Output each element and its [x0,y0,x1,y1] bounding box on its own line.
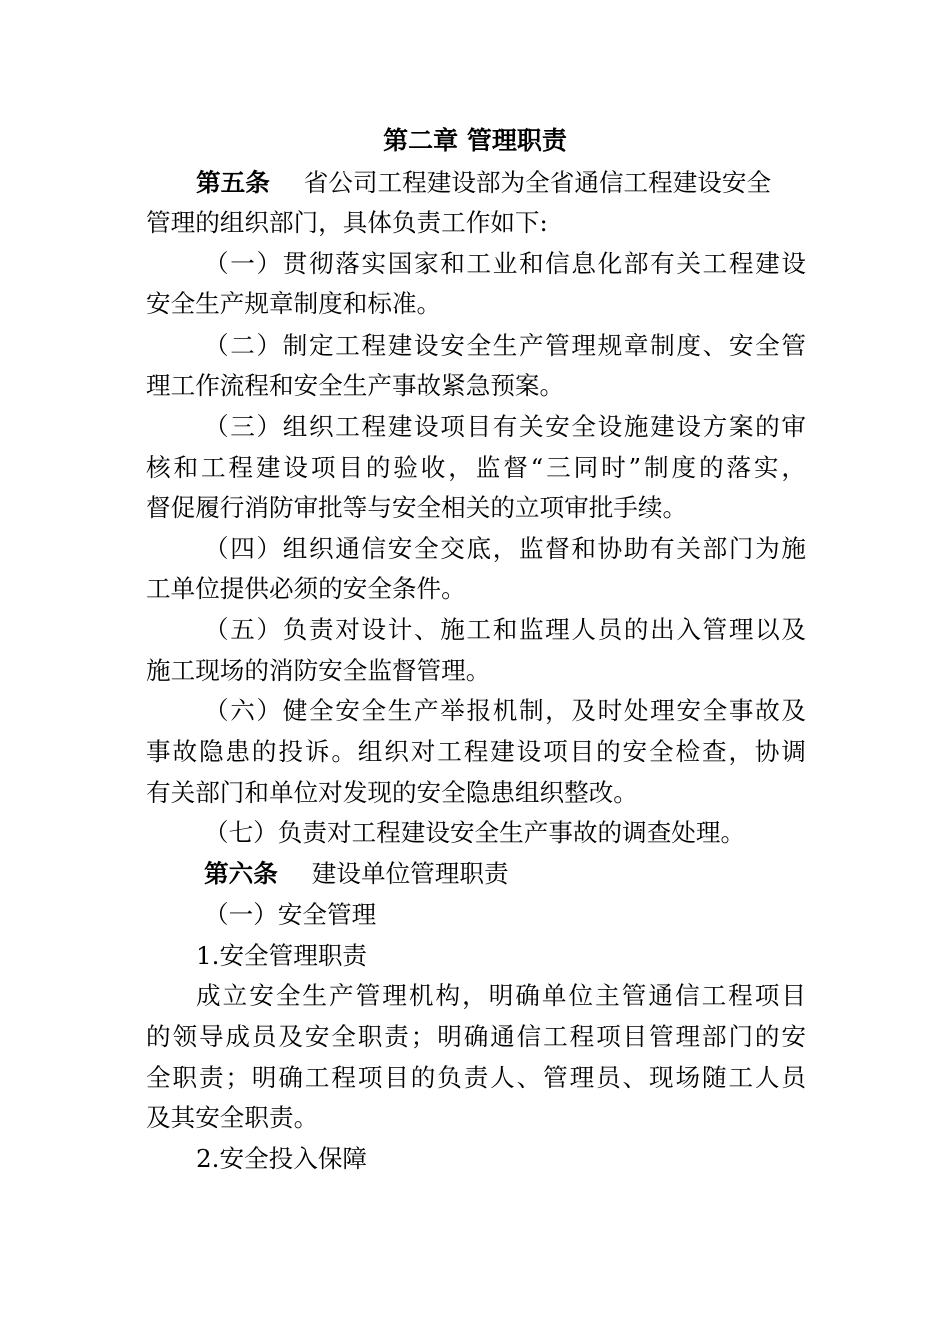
article-5-line-2: 管理的组织部门，具体负责工作如下: [146,208,548,237]
article-6-sub-1-2: 2.安全投入保障 [196,1144,368,1173]
item-3-line-1: （三）组织工程建设项目有关安全设施建设方案的审 [204,412,806,441]
item-3-line-2: 核和工程建设项目的验收，监督“三同时”制度的落实， [146,453,806,482]
article-6-label: 第六条 [204,859,278,888]
article-6-sub-1: （一）安全管理 [204,900,377,929]
para-line-3: 全职责；明确工程项目的负责人、管理员、现场随工人员 [146,1063,806,1092]
item-4-line-1: （四）组织通信安全交底，监督和协助有关部门为施 [204,534,806,563]
item-5-line-1: （五）负责对设计、施工和监理人员的出入管理以及 [204,615,806,644]
item-4-line-2: 工单位提供必须的安全条件。 [146,574,466,603]
para-line-4: 及其安全职责。 [146,1103,319,1132]
item-7-line-1: （七）负责对工程建设安全生产事故的调查处理。 [204,818,746,847]
article-5-line-1 [196,166,806,200]
item-1-line-2: 安全生产规章制度和标准。 [146,289,442,318]
article-5-label: 第五条 [196,168,270,197]
item-6-line-2: 事故隐患的投诉。组织对工程建设项目的安全检查，协调 [146,737,806,766]
article-6-line [204,857,806,891]
article-5-text: 省公司工程建设部为全省通信工程建设安全 [303,168,772,197]
article-6-sub-1-1: 1.安全管理职责 [196,941,368,970]
item-1-line-1: （一）贯彻落实国家和工业和信息化部有关工程建设 [204,249,806,278]
item-6-line-1: （六）健全安全生产举报机制，及时处理安全事故及 [204,696,806,725]
item-2-line-1: （二）制定工程建设安全生产管理规章制度、安全管 [204,331,806,360]
para-line-2: 的领导成员及安全职责；明确通信工程项目管理部门的安 [146,1022,806,1051]
item-3-line-3: 督促履行消防审批等与安全相关的立项审批手续。 [146,493,688,522]
item-2-line-2: 理工作流程和安全生产事故紧急预案。 [146,371,565,400]
item-6-line-3: 有关部门和单位对发现的安全隐患组织整改。 [146,778,638,807]
item-5-line-2: 施工现场的消防安全监督管理。 [146,656,491,685]
chapter-title: 第二章 管理职责 [383,126,567,155]
article-6-text: 建设单位管理职责 [311,859,509,888]
para-line-1: 成立安全生产管理机构，明确单位主管通信工程项目 [196,981,806,1010]
